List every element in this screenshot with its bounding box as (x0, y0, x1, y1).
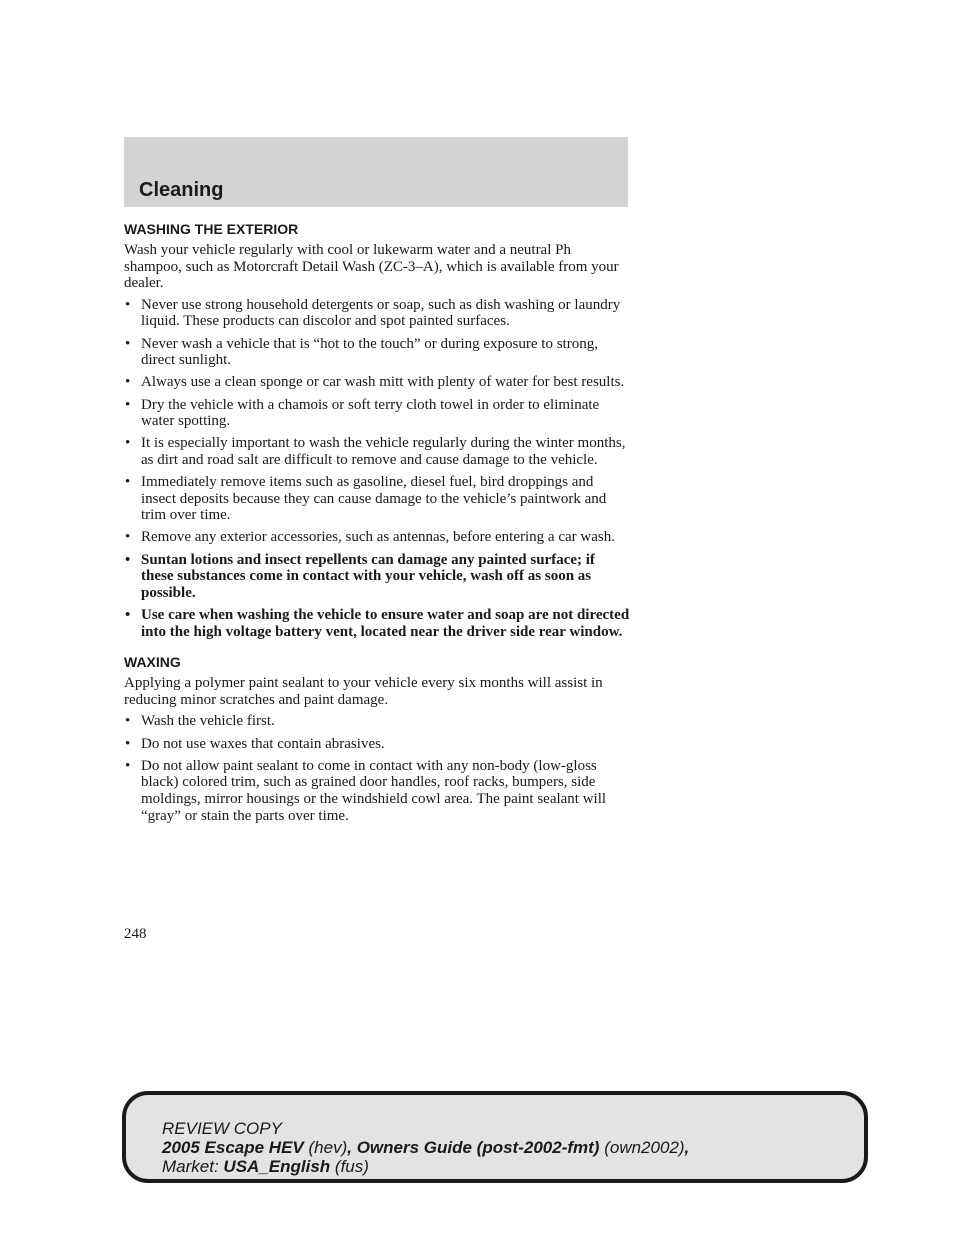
review-copy-footer (122, 1091, 868, 1183)
separator: , (684, 1138, 690, 1157)
warning-list-item (124, 607, 630, 640)
list-item-text: It is especially important to wash the vehicle regularly during the winter months, as dirt and road salt are difficult to remove and cause damage to the vehicle. (141, 435, 626, 468)
model-name: 2005 Escape HEV (162, 1138, 304, 1157)
warning-list-item (124, 552, 630, 602)
list-item (124, 758, 630, 824)
bullet-icon: • (125, 551, 131, 568)
footer-line-model (162, 1138, 689, 1157)
list-item-text: Remove any exterior accessories, such as antennas, before entering a car wash. (141, 529, 615, 546)
market-code: (fus) (334, 1157, 369, 1176)
washing-intro: Wash your vehicle regularly with cool or lukewarm water and a neutral Ph shampoo, such as Motorcraft Detail Wash (ZC-3–A), which is available from your dealer. (124, 242, 619, 292)
bullet-icon: • (125, 374, 131, 391)
bullet-icon: • (125, 435, 131, 452)
guide-code: (own2002) (604, 1138, 685, 1157)
list-item (124, 529, 630, 546)
list-item-text: Never wash a vehicle that is “hot to the touch” or during exposure to strong, direct sunlight. (141, 335, 598, 369)
list-item (124, 374, 630, 391)
list-item-text: Suntan lotions and insect repellents can damage any painted surface; if these substances come in contact with your vehicle, wash off as soon as possible. (141, 551, 595, 601)
list-item-text: Do not use waxes that contain abrasives. (141, 735, 385, 752)
waxing-intro: Applying a polymer paint sealant to your vehicle every six months will assist in reducing minor scratches and paint damage. (124, 675, 603, 708)
bullet-icon: • (125, 757, 131, 774)
list-item-text: Wash the vehicle first. (141, 713, 275, 730)
bullet-icon: • (125, 735, 131, 752)
waxing-bullet-list (124, 713, 630, 824)
separator: , (347, 1138, 352, 1157)
list-item-text: Use care when washing the vehicle to ensure water and soap are not directed into the high voltage battery vent, located near the driver side rear window. (141, 607, 630, 640)
footer-text (162, 1119, 689, 1176)
list-item-text: Dry the vehicle with a chamois or soft terry cloth towel in order to eliminate water spotting. (141, 396, 600, 430)
page-number: 248 (124, 926, 147, 942)
bullet-icon: • (125, 296, 131, 313)
bullet-icon: • (125, 474, 131, 491)
list-item (124, 713, 630, 730)
list-item (124, 397, 630, 430)
washing-bullet-list (124, 297, 630, 640)
bullet-icon: • (125, 396, 131, 413)
market-name: USA_English (223, 1157, 331, 1176)
footer-line-market (162, 1157, 689, 1176)
page-content (124, 220, 630, 830)
bullet-icon: • (125, 713, 131, 730)
bullet-icon: • (125, 335, 131, 352)
bullet-icon: • (125, 529, 131, 546)
waxing-heading: WAXING (124, 654, 181, 671)
model-code: (hev) (308, 1138, 348, 1157)
section-title: Cleaning (139, 179, 224, 201)
guide-name: Owners Guide (post-2002-fmt) (356, 1138, 600, 1157)
review-copy-label: REVIEW COPY (162, 1119, 282, 1138)
list-item (124, 297, 630, 330)
list-item-text: Always use a clean sponge or car wash mitt with plenty of water for best results. (141, 374, 625, 391)
list-item-text: Do not allow paint sealant to come in contact with any non-body (low-gloss black) colored trim, such as grained door handles, roof racks, bumpers, side moldings, mirror housings or the windshield cowl area. The paint sealant will “gray” or stain the parts over time. (141, 757, 607, 824)
list-item (124, 736, 630, 753)
list-item (124, 336, 630, 369)
list-item-text: Never use strong household detergents or soap, such as dish washing or laundry liquid. These products can discolor and spot painted surfaces. (141, 296, 621, 330)
washing-heading: WASHING THE EXTERIOR (124, 221, 299, 237)
list-item (124, 435, 630, 468)
list-item-text: Immediately remove items such as gasoline, diesel fuel, bird droppings and insect deposits because they can cause damage to the vehicle’s paintwork and trim over time. (141, 474, 607, 524)
market-label: Market: (162, 1157, 219, 1176)
bullet-icon: • (125, 607, 131, 624)
list-item (124, 474, 630, 524)
section-header-band (124, 137, 628, 207)
